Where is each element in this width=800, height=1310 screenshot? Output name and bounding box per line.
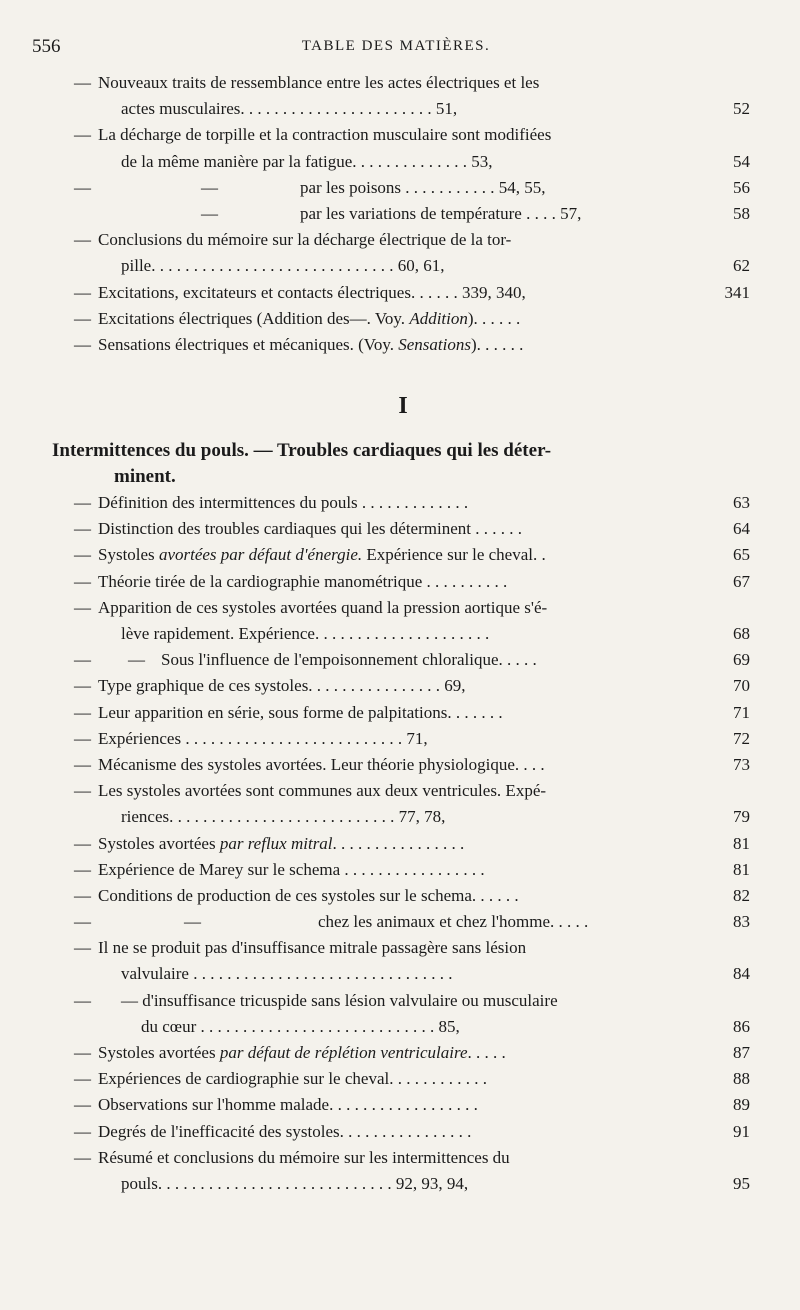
entry-text: Apparition de ces systoles avortées quand la pression aortique s'é-	[98, 597, 548, 617]
toc-line	[46, 961, 750, 987]
toc-line	[46, 516, 750, 542]
entry-dash: —	[74, 938, 91, 958]
entry-page: 95	[733, 1173, 750, 1193]
entry-text: Expérience de Marey sur le schema . . . . . . . . . . . . . . . . .	[98, 859, 485, 879]
entry-text	[46, 831, 464, 857]
entry-dash: —	[74, 545, 91, 565]
toc-line	[46, 490, 750, 516]
entry-dash: —	[74, 1069, 91, 1089]
section-letter: I	[398, 393, 408, 420]
entry-text-part: Systoles avortées	[98, 1043, 220, 1062]
entry-dash: —	[74, 282, 91, 302]
entry-text-part: Excitations électriques (Addition des—. Voy.	[98, 308, 410, 328]
entry-dash: —	[74, 1147, 91, 1167]
entry-dash: —	[74, 885, 91, 905]
toc-line	[46, 673, 750, 699]
toc-line	[46, 647, 750, 673]
entry-page: 67	[733, 571, 750, 591]
entry-text: Nouveaux traits de ressemblance entre les actes électriques et les	[98, 73, 540, 92]
entry-text: Conclusions du mémoire sur la décharge électrique de la tor-	[98, 230, 512, 250]
entry-page: 68	[733, 624, 750, 643]
toc-line	[46, 306, 750, 332]
toc-line	[46, 122, 750, 148]
toc-line	[46, 857, 750, 883]
entry-page: 69	[733, 650, 750, 670]
entry-dash: —	[74, 519, 91, 539]
entry-page: 81	[733, 833, 750, 853]
entry-page: 54	[733, 151, 750, 171]
entry-page: 81	[733, 859, 750, 879]
entry-text: Résumé et conclusions du mémoire sur les intermittences du	[98, 1147, 510, 1167]
entry-text: valvulaire . . . . . . . . . . . . . . . . . . . . . . . . . . . . . . .	[121, 964, 453, 984]
entry-text-part: Sensations électriques et mécaniques. (Voy.	[98, 334, 399, 354]
toc-line	[46, 1171, 750, 1197]
entry-dash: —	[74, 702, 91, 722]
entry-ditto-dash: —	[201, 203, 218, 223]
entry-dash: —	[74, 781, 91, 801]
entry-text-italic: avortées par défaut d'énergie.	[158, 545, 363, 565]
toc-line	[46, 752, 750, 778]
entry-text-part: . . . . . . . . . . . . . . . .	[332, 833, 465, 853]
spacer	[46, 358, 750, 380]
entry-text: Degrés de l'inefficacité des systoles. . . . . . . . . . . . . . . .	[98, 1121, 472, 1141]
toc-line	[46, 569, 750, 595]
entry-dash: —	[74, 230, 91, 250]
entry-text-part: Systoles avortées	[98, 833, 220, 853]
entry-text	[46, 332, 523, 358]
toc-line	[46, 542, 750, 568]
entry-dash: —	[74, 125, 91, 145]
entry-text: par les poisons . . . . . . . . . . . 54, 55,	[300, 177, 546, 197]
entry-dash: —	[74, 308, 91, 328]
entry-text-part: Systoles	[98, 545, 159, 565]
entry-page: 341	[724, 282, 750, 302]
entry-page: 64	[733, 519, 750, 539]
toc-line	[46, 1119, 750, 1145]
entry-text: Mécanisme des systoles avortées. Leur théorie physiologique. . . .	[98, 754, 545, 774]
toc-line	[46, 96, 750, 122]
toc-line	[46, 935, 750, 961]
entry-dash: —	[74, 73, 91, 92]
toc-line	[46, 201, 750, 227]
entry-page: 56	[733, 177, 750, 197]
entry-dash: —	[74, 676, 91, 696]
toc-line	[46, 227, 750, 253]
toc-line	[46, 70, 750, 96]
entry-ditto-dash: —	[184, 912, 201, 932]
entry-text: Type graphique de ces systoles. . . . . . . . . . . . . . . . 69,	[98, 676, 466, 696]
entry-dash: —	[74, 571, 91, 591]
entry-text: Expériences de cardiographie sur le cheval. . . . . . . . . . . .	[98, 1069, 487, 1089]
entry-text-italic: Sensations	[398, 334, 471, 354]
entry-text: actes musculaires. . . . . . . . . . . . . . . . . . . . . . . 51,	[121, 99, 458, 119]
entry-page: 88	[733, 1069, 750, 1089]
toc-line	[46, 149, 750, 175]
toc-line	[46, 595, 750, 621]
toc-line	[46, 332, 750, 358]
entry-page: 87	[733, 1043, 750, 1062]
entry-page: 65	[733, 545, 750, 565]
entry-page: 89	[733, 1095, 750, 1115]
entry-text: pille. . . . . . . . . . . . . . . . . . . . . . . . . . . . . 60, 61,	[121, 256, 445, 276]
section-title-line: Intermittences du pouls. — Troubles cardiaques qui les déter-	[52, 440, 552, 462]
entry-dash: —	[74, 1095, 91, 1115]
entry-text: Les systoles avortées sont communes aux deux ventricules. Expé-	[98, 781, 547, 801]
entry-text-part: . . . . .	[467, 1043, 506, 1062]
running-title: TABLE DES MATIÈRES.	[301, 38, 491, 54]
toc-line	[46, 883, 750, 909]
entry-page: 71	[733, 702, 750, 722]
entry-text: par les variations de température . . . . 57,	[300, 203, 582, 223]
toc-line	[46, 1145, 750, 1171]
entry-page: 58	[733, 203, 750, 223]
entry-text: Théorie tirée de la cardiographie manométrique . . . . . . . . . .	[98, 571, 508, 591]
entry-text: Excitations, excitateurs et contacts électriques. . . . . . 339, 340,	[98, 282, 526, 302]
entry-dash: —	[74, 990, 91, 1010]
toc-line	[46, 280, 750, 306]
entry-dash: —	[74, 728, 91, 748]
section-title-line: minent.	[114, 466, 176, 488]
toc-line	[46, 175, 750, 201]
toc-line	[46, 1040, 750, 1066]
entry-page: 72	[733, 728, 750, 748]
entry-text-italic: par défaut de réplétion ventriculaire	[219, 1043, 468, 1062]
entry-dash: —	[74, 650, 91, 670]
entry-text: pouls. . . . . . . . . . . . . . . . . . . . . . . . . . . . 92, 93, 94,	[121, 1173, 469, 1193]
entry-text	[46, 306, 520, 332]
entry-dash: —	[74, 833, 91, 853]
entry-text: Sous l'influence de l'empoisonnement chloralique. . . . .	[161, 650, 537, 670]
toc-line	[46, 804, 750, 830]
entry-text: du cœur . . . . . . . . . . . . . . . . . . . . . . . . . . . . 85,	[141, 1016, 460, 1036]
entry-page: 79	[733, 807, 750, 827]
entry-text: chez les animaux et chez l'homme. . . . .	[318, 912, 589, 932]
entry-text: Observations sur l'homme malade. . . . . . . . . . . . . . . . . .	[98, 1095, 478, 1115]
toc-line	[46, 831, 750, 857]
toc-line	[46, 909, 750, 935]
entry-page: 83	[733, 912, 750, 932]
entry-page: 84	[733, 964, 750, 984]
entry-text	[46, 1040, 506, 1066]
page-header	[32, 36, 760, 60]
toc-line	[46, 778, 750, 804]
entry-page: 62	[733, 256, 750, 276]
toc-line	[46, 988, 750, 1014]
toc-line	[46, 726, 750, 752]
entry-text: Définition des intermittences du pouls . . . . . . . . . . . . .	[98, 493, 469, 513]
entry-text: riences. . . . . . . . . . . . . . . . . . . . . . . . . . . 77, 78,	[121, 807, 446, 827]
entry-ditto-dash: —	[201, 177, 218, 197]
entry-text-part: ). . . . . .	[467, 308, 521, 328]
entry-dash: —	[74, 859, 91, 879]
entry-page: 52	[733, 99, 750, 119]
entry-text: de la même manière par la fatigue. . . . . . . . . . . . . . 53,	[121, 151, 493, 171]
entry-text-italic: par reflux mitral	[219, 833, 333, 853]
entry-dash: —	[74, 177, 91, 197]
entry-page: 86	[733, 1016, 750, 1036]
entry-text: La décharge de torpille et la contraction musculaire sont modifiées	[98, 125, 552, 145]
entry-page: 82	[733, 885, 750, 905]
entry-dash: —	[74, 493, 91, 513]
entry-dash: —	[74, 597, 91, 617]
entry-page: 70	[733, 676, 750, 696]
toc-line	[46, 1066, 750, 1092]
entry-text-part: Expérience sur le cheval. .	[362, 545, 546, 565]
entry-text: Expériences . . . . . . . . . . . . . . . . . . . . . . . . . . 71,	[98, 728, 428, 748]
entry-text: — d'insuffisance tricuspide sans lésion valvulaire ou musculaire	[121, 990, 558, 1010]
entry-text: Leur apparition en série, sous forme de palpitations. . . . . . .	[98, 702, 503, 722]
entry-dash: —	[74, 754, 91, 774]
section-title	[52, 432, 750, 490]
entry-page: 91	[733, 1121, 750, 1141]
entry-dash: —	[74, 1121, 91, 1141]
toc-line	[46, 621, 750, 647]
entry-text: Il ne se produit pas d'insuffisance mitrale passagère sans lésion	[98, 938, 527, 958]
page-number: 556	[32, 36, 61, 57]
toc-line	[46, 1014, 750, 1040]
entry-text: Conditions de production de ces systoles sur le schema. . . . . .	[98, 885, 519, 905]
entry-text-italic: Addition	[409, 308, 468, 328]
entry-text: lève rapidement. Expérience. . . . . . . . . . . . . . . . . . . . .	[121, 624, 490, 643]
entry-dash: —	[74, 912, 91, 932]
entry-dash: —	[74, 334, 91, 354]
toc-line	[46, 253, 750, 279]
toc-line	[46, 700, 750, 726]
entry-page: 63	[733, 493, 750, 513]
toc-line	[46, 1092, 750, 1118]
table-of-contents	[46, 70, 750, 1197]
entry-ditto-dash: —	[128, 650, 145, 670]
entry-text: Distinction des troubles cardiaques qui les déterminent . . . . . .	[98, 519, 522, 539]
entry-text	[46, 542, 546, 568]
entry-dash: —	[74, 1043, 91, 1062]
entry-text-part: ). . . . . .	[471, 334, 524, 354]
entry-page: 73	[733, 754, 750, 774]
